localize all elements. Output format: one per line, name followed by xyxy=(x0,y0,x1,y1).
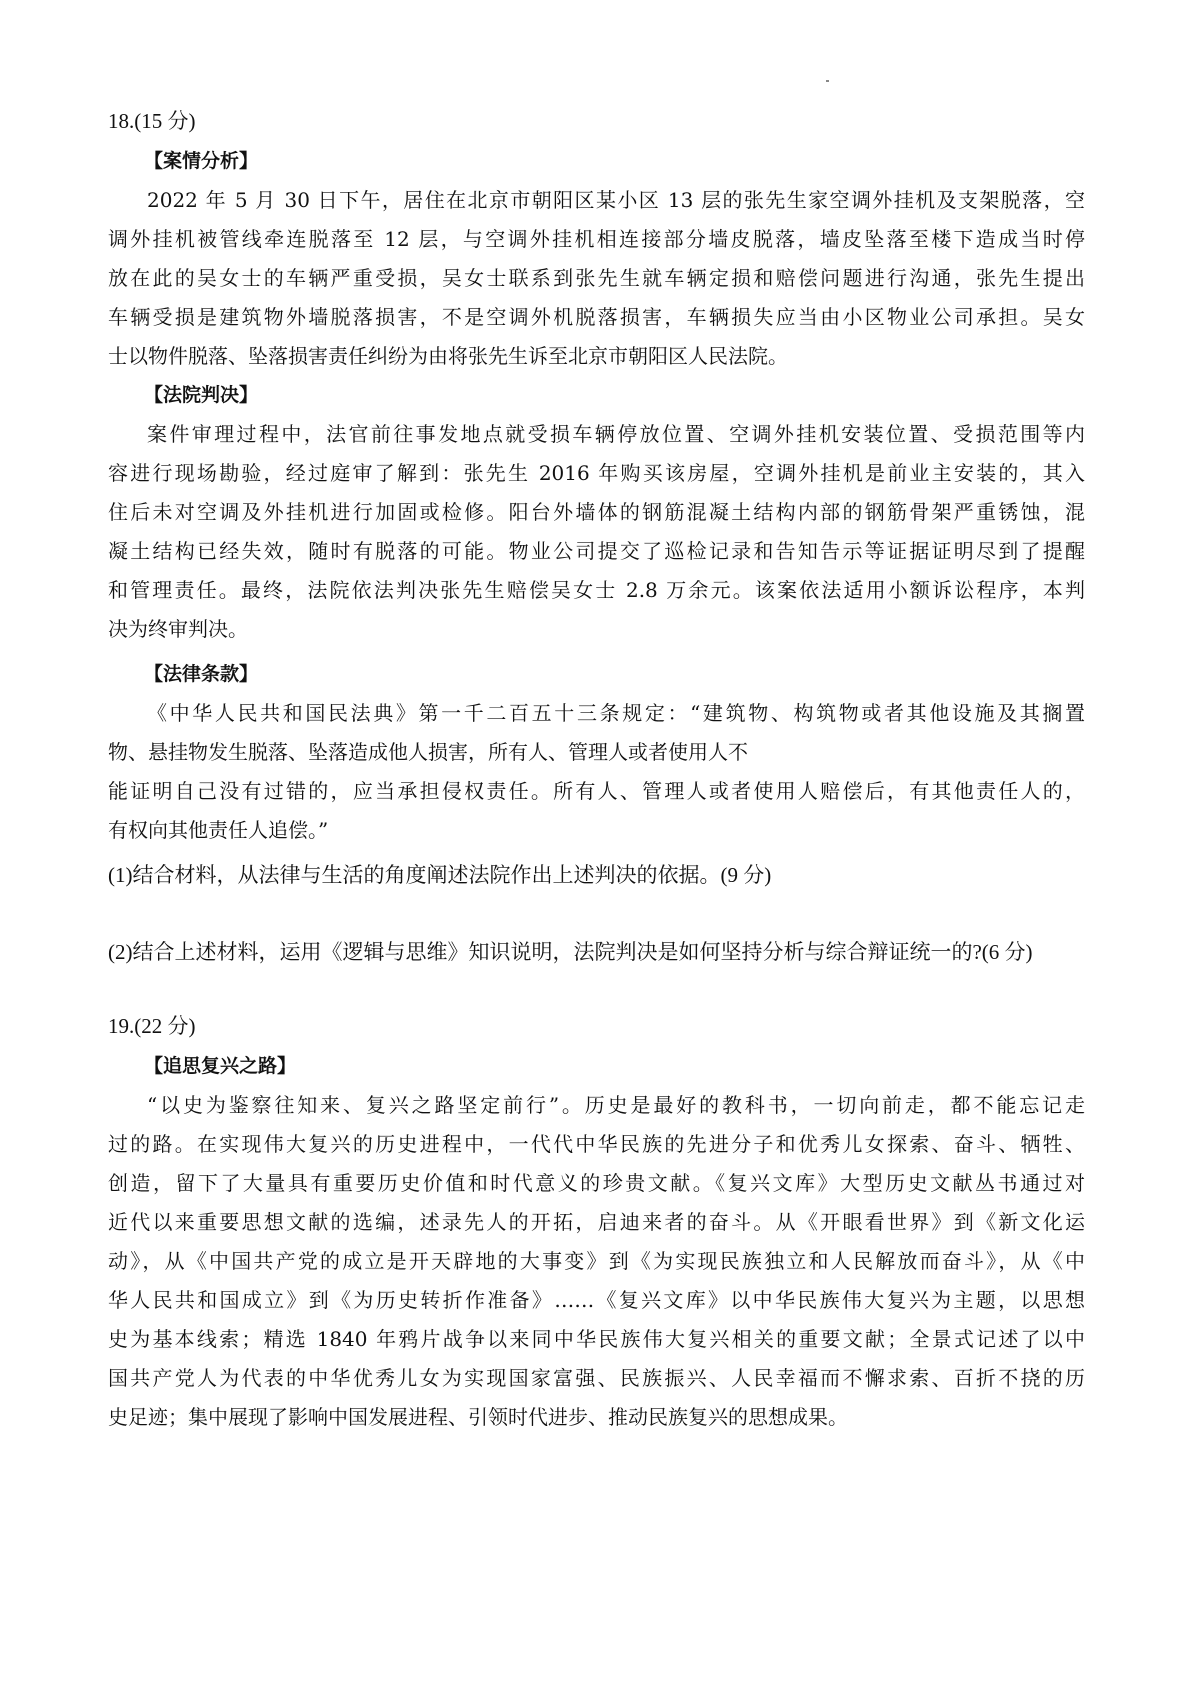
paragraph-line: 案件审理过程中，法官前往事发地点就受损车辆停放位置、空调外挂机安装位置、受损范围等内 xyxy=(147,422,1085,446)
paragraph-line: 和管理责任。最终，法院依法判决张先生赔偿吴女士 2.8 万余元。该案依法适用小额诉讼程序，本判 xyxy=(108,578,1085,602)
paragraph-line: 近代以来重要思想文献的选编，述录先人的开拓，启迪来者的奋斗。从《开眼看世界》到《新文化运 xyxy=(108,1210,1085,1234)
paragraph-line: 物、悬挂物发生脱落、坠落造成他人损害，所有人、管理人或者使用人不 xyxy=(108,740,748,764)
section-heading: 【法院判决】 xyxy=(144,384,259,406)
question-19-title: 19.(22 分) xyxy=(108,1014,196,1038)
scan-mark xyxy=(826,80,829,82)
paragraph-line: 《中华人民共和国民法典》第一千二百五十三条规定：“建筑物、构筑物或者其他设施及其搁置 xyxy=(147,701,1085,725)
paragraph-line: 能证明自己没有过错的，应当承担侵权责任。所有人、管理人或者使用人赔偿后，有其他责任人的， xyxy=(108,779,1085,803)
paragraph-line: 史为基本线索；精选 1840 年鸦片战争以来同中华民族伟大复兴相关的重要文献；全景式记述了以中 xyxy=(108,1327,1085,1351)
paragraph-line: 容进行现场勘验，经过庭审了解到：张先生 2016 年购买该房屋，空调外挂机是前业主安装的，其入 xyxy=(108,461,1085,485)
paragraph-line: 过的路。在实现伟大复兴的历史进程中，一代代中华民族的先进分子和优秀儿女探索、奋斗、牺牲、 xyxy=(108,1132,1085,1156)
question-18-part-2: (2)结合上述材料，运用《逻辑与思维》知识说明，法院判决是如何坚持分析与综合辩证统一的?(6 分) xyxy=(108,940,1033,964)
paragraph-line: 士以物件脱落、坠落损害责任纠纷为由将张先生诉至北京市朝阳区人民法院。 xyxy=(108,344,788,368)
paragraph-line: 车辆受损是建筑物外墙脱落损害，不是空调外机脱落损害，车辆损失应当由小区物业公司承担。吴女 xyxy=(108,305,1085,329)
paragraph-line: 放在此的吴女士的车辆严重受损，吴女士联系到张先生就车辆定损和赔偿问题进行沟通，张先生提出 xyxy=(108,266,1085,290)
paragraph-line: “以史为鉴察往知来、复兴之路坚定前行”。历史是最好的教科书，一切向前走，都不能忘记走 xyxy=(147,1093,1085,1117)
paragraph-line: 2022 年 5 月 30 日下午，居住在北京市朝阳区某小区 13 层的张先生家空调外挂机及支架脱落，空 xyxy=(147,188,1085,212)
paragraph-line: 华人民共和国成立》到《为历史转折作准备》……《复兴文库》以中华民族伟大复兴为主题，以思想 xyxy=(108,1288,1085,1312)
paragraph-line: 创造，留下了大量具有重要历史价值和时代意义的珍贵文献。《复兴文库》大型历史文献丛书通过对 xyxy=(108,1171,1085,1195)
paragraph-line: 凝土结构已经失效，随时有脱落的可能。物业公司提交了巡检记录和告知告示等证据证明尽到了提醒 xyxy=(108,539,1085,563)
section-heading: 【法律条款】 xyxy=(144,663,259,685)
section-heading: 【案情分析】 xyxy=(144,150,259,172)
paragraph-line: 动》，从《中国共产党的成立是开天辟地的大事变》到《为实现民族独立和人民解放而奋斗》，从《中 xyxy=(108,1249,1085,1273)
paragraph-line: 史足迹；集中展现了影响中国发展进程、引领时代进步、推动民族复兴的思想成果。 xyxy=(108,1405,848,1429)
paragraph-line: 住后未对空调及外挂机进行加固或检修。阳台外墙体的钢筋混凝土结构内部的钢筋骨架严重锈蚀，混 xyxy=(108,500,1085,524)
paragraph-line: 国共产党人为代表的中华优秀儿女为实现国家富强、民族振兴、人民幸福而不懈求索、百折不挠的历 xyxy=(108,1366,1085,1390)
question-18-title: 18.(15 分) xyxy=(108,109,196,133)
paragraph-line: 决为终审判决。 xyxy=(108,617,248,641)
paragraph-line: 调外挂机被管线牵连脱落至 12 层，与空调外挂机相连接部分墙皮脱落，墙皮坠落至楼下造成当时停 xyxy=(108,227,1085,251)
question-18-part-1: (1)结合材料，从法律与生活的角度阐述法院作出上述判决的依据。(9 分) xyxy=(108,863,772,887)
paragraph-line: 有权向其他责任人追偿。” xyxy=(108,818,329,842)
section-heading: 【追思复兴之路】 xyxy=(144,1055,297,1077)
